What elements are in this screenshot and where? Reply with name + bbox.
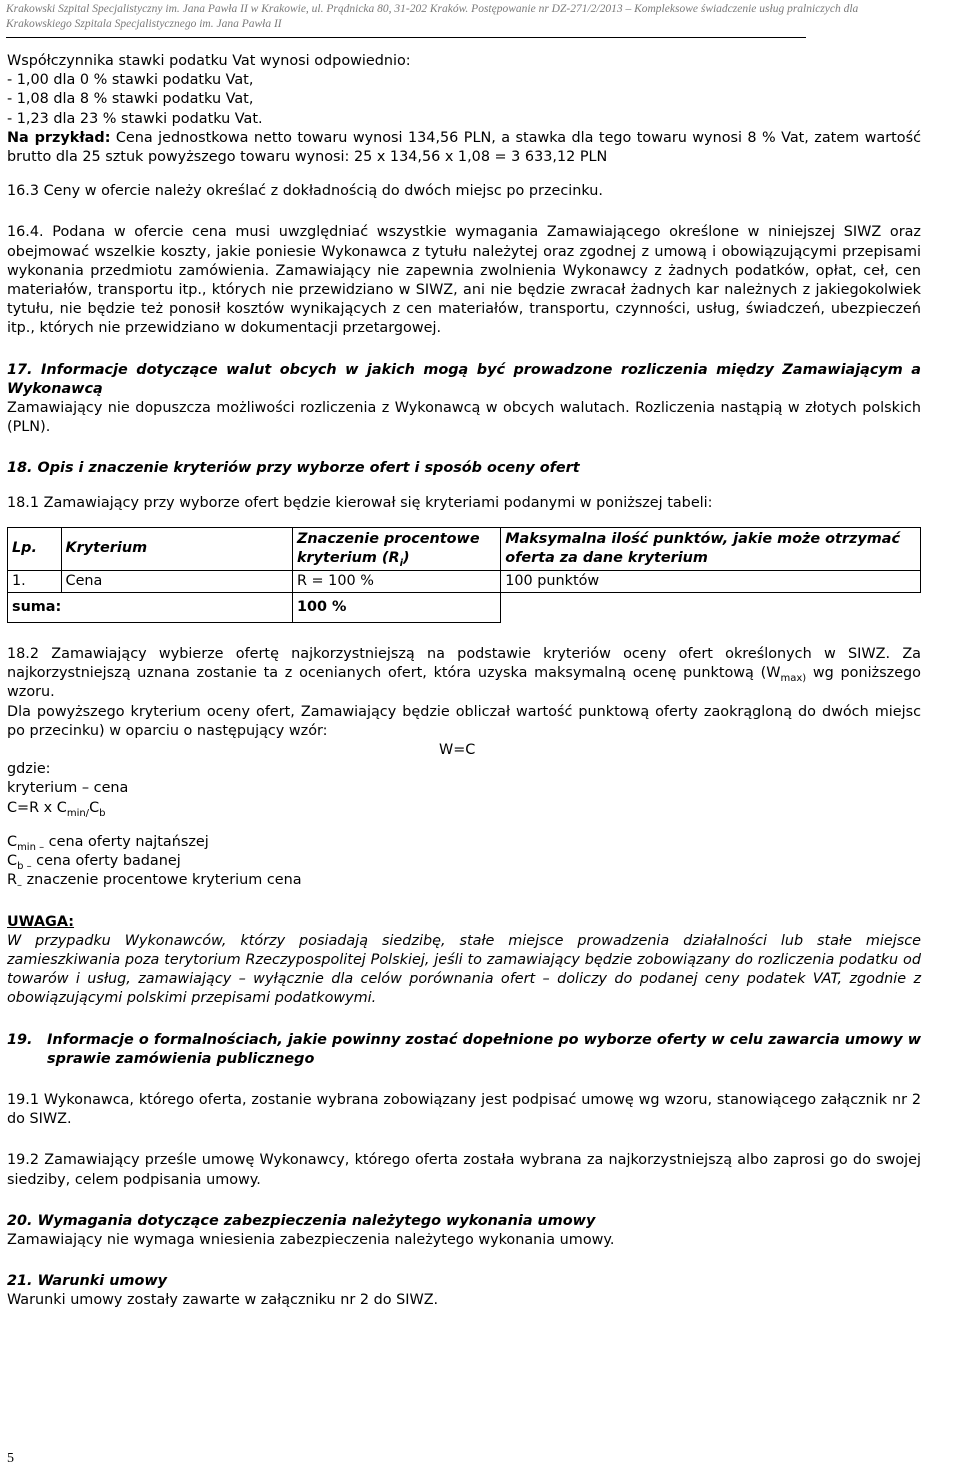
formula: W=C	[439, 742, 476, 759]
section-20-title: 20. Wymagania dotyczące zabezpieczenia należytego wykonania umowy	[7, 1212, 596, 1229]
criteria-table-header	[8, 527, 921, 570]
legend-cmin	[7, 833, 921, 852]
section-19-title	[7, 1031, 921, 1069]
header-znaczenie-c: )	[403, 549, 410, 566]
row-kryterium: Cena	[61, 570, 292, 592]
header-rule	[6, 37, 806, 38]
vat-item-1: - 1,08 dla 8 % stawki podatku Vat,	[7, 91, 254, 108]
uwaga-text: W przypadku Wykonawców, którzy posiadają siedzibę, stałe miejsce prowadzenia działalności lub stałe miejsce zamieszkiwania poza terytorium Rzeczypospolitej Polskiej, jeśli to zamawiający będzie zobowiązany do rozliczenia podatku od towarów i usług, zamawiający – wyłącznie dla celów porównania ofert – doliczy do podanej ceny podatek VAT, zgodnie z obowiązującymi polskimi przepisami podatkowymi.	[7, 932, 921, 1007]
header-znaczenie-a: Znaczenie procentowe	[296, 530, 480, 547]
section-19-text: Informacje o formalnościach, jakie powinny zostać dopełnione po wyborze oferty w celu zawarcia umowy w sprawie zamówienia publicznego	[47, 1031, 921, 1067]
paragraph-16-4: 16.4. Podana w ofercie cena musi uwzględniać wszystkie wymagania Zamawiającego określone w niniejszej SIWZ oraz obejmować wszelkie koszty, jakie poniesie Wykonawca z tytułu należytej oraz zgodnej z umową i obowiązującymi przepisami wykonania przedmiotu zamówienia. Zamawiający nie zapewnia zwolnienia Wykonawcy z żadnych podatków, opłat, ceł, cen materiałów, transportu itp., których nie przewidziano w SIWZ, ani nie będzie zwracał żadnych kar należnych z jakiegokolwiek tytułu, nie będzie też ponosił kosztów wynikających z cen materiałów, transportu, czynności, usług, świadczeń, ubezpieczeń itp., których nie przewidziano w dokumentacji przetargowej.	[7, 224, 921, 337]
criteria-table	[7, 527, 921, 623]
legend-cb	[7, 852, 921, 871]
header-lp: Lp.	[8, 527, 62, 570]
paragraph-18-2-sub: max)	[780, 673, 807, 685]
kryterium-cena: kryterium – cena	[7, 780, 129, 797]
legend-cmin-a: C	[7, 833, 18, 850]
header-kryterium: Kryterium	[61, 527, 292, 570]
legend-cb-b: cena oferty badanej	[31, 853, 181, 870]
formula-cr-a: C=R x C	[7, 799, 67, 816]
row-znaczenie: R = 100 %	[292, 570, 500, 592]
legend-r-b: znaczenie procentowe kryterium cena	[22, 872, 302, 889]
section-20-body: Zamawiający nie wymaga wniesienia zabezpieczenia należytego wykonania umowy.	[7, 1231, 615, 1248]
paragraph-18-2	[7, 645, 921, 703]
document-body	[7, 52, 921, 1311]
vat-intro: Współczynnika stawki podatku Vat wynosi odpowiednio:	[7, 53, 411, 69]
paragraph-18-1: 18.1 Zamawiający przy wyborze ofert będzie kierował się kryteriami podanymi w poniższej tabeli:	[7, 494, 713, 511]
legend-cb-a: C	[7, 853, 18, 870]
document-header	[6, 2, 954, 32]
header-line-1: Krakowski Szpital Specjalistyczny im. Jana Pawła II w Krakowie, ul. Prądnicka 80, 31-202 Kraków. Postępowanie nr DZ-271/2/2013 – Kompleksowe świadczenie usług pralniczych dla	[6, 3, 859, 15]
paragraph-18-3: Dla powyższego kryterium oceny ofert, Zamawiający będzie obliczał wartość punktową oferty zaokrągloną do dwóch miejsc po przecinku) w oparciu o następujący wzór:	[7, 703, 921, 739]
paragraph-18-2-a: 18.2 Zamawiający wybierze ofertę najkorzystniejszą na podstawie kryteriów oceny ofert określonych w SIWZ. Za najkorzystniejszą uznana zostanie ta z ocenianych ofert, która uzyska maksymalną ocenę punktową (W	[7, 646, 921, 682]
section-19-number: 19.	[7, 1031, 33, 1048]
legend-r	[7, 871, 921, 890]
paragraph-19-2: 19.2 Zamawiający prześle umowę Wykonawcy, którego oferta została wybrana za najkorzystniejszą albo zaprosi go do swojej siedziby, celem podpisania umowy.	[7, 1152, 921, 1188]
sum-value: 100 %	[292, 593, 500, 623]
section-21-body: Warunki umowy zostały zawarte w załączniku nr 2 do SIWZ.	[7, 1292, 439, 1309]
header-znaczenie-sub: i	[399, 557, 404, 569]
legend-cmin-b: cena oferty najtańszej	[44, 833, 209, 850]
section-21-title: 21. Warunki umowy	[7, 1273, 168, 1290]
header-max-points: Maksymalna ilość punktów, jakie może otrzymać oferta za dane kryterium	[501, 527, 921, 570]
vat-item-2: - 1,23 dla 23 % stawki podatku Vat.	[7, 110, 263, 127]
vat-example-label: Na przykład:	[7, 129, 111, 146]
row-lp: 1.	[8, 570, 62, 592]
formula-cr	[7, 799, 921, 818]
vat-item-0: - 1,00 dla 0 % stawki podatku Vat,	[7, 72, 254, 89]
row-max-points: 100 punktów	[501, 570, 921, 592]
table-sum-row	[8, 593, 921, 623]
vat-example-text: Cena jednostkowa netto towaru wynosi 134,56 PLN, a stawka dla tego towaru wynosi 8 % Vat, zatem wartość brutto dla 25 sztuk powyższego towaru wynosi: 25 x 134,56 x 1,08 = 3 633,12 PLN	[7, 129, 921, 166]
section-17-body: Zamawiający nie dopuszcza możliwości rozliczenia z Wykonawcą w obcych walutach. Rozliczenia nastąpią w złotych polskich (PLN).	[7, 400, 921, 436]
formula-cr-sub1: min/	[66, 807, 90, 819]
legend-r-sub: –	[17, 880, 22, 892]
vat-example	[7, 129, 921, 167]
paragraph-19-1: 19.1 Wykonawca, którego oferta, zostanie wybrana zobowiązany jest podpisać umowę wg wzoru, stanowiącego załącznik nr 2 do SIWZ.	[7, 1091, 921, 1128]
formula-cr-b: C	[89, 799, 100, 816]
header-znaczenie-b: kryterium (R	[296, 549, 400, 566]
section-17-title: 17. Informacje dotyczące walut obcych w jakich mogą być prowadzone rozliczenia między Zamawiającym a Wykonawcą	[7, 361, 921, 397]
gdzie-label: gdzie:	[7, 761, 51, 778]
paragraph-18-2-b: wg poniższego wzoru.	[7, 665, 921, 701]
section-18-title: 18. Opis i znaczenie kryteriów przy wyborze ofert i sposób oceny ofert	[7, 460, 580, 477]
table-row	[8, 570, 921, 592]
legend-cb-sub: b –	[17, 860, 32, 872]
formula-cr-sub2: b	[99, 807, 106, 819]
uwaga-label: UWAGA:	[7, 913, 75, 930]
header-znaczenie	[292, 527, 500, 570]
page-number: 5	[7, 1451, 14, 1466]
legend-r-a: R	[7, 872, 17, 889]
legend-cmin-sub: min –	[17, 841, 45, 853]
sum-label: suma:	[8, 593, 293, 623]
header-line-2: Krakowskiego Szpitala Specjalistycznego im. Jana Pawła II	[6, 18, 282, 30]
paragraph-16-3: 16.3 Ceny w ofercie należy określać z dokładnością do dwóch miejsc po przecinku.	[7, 183, 604, 200]
